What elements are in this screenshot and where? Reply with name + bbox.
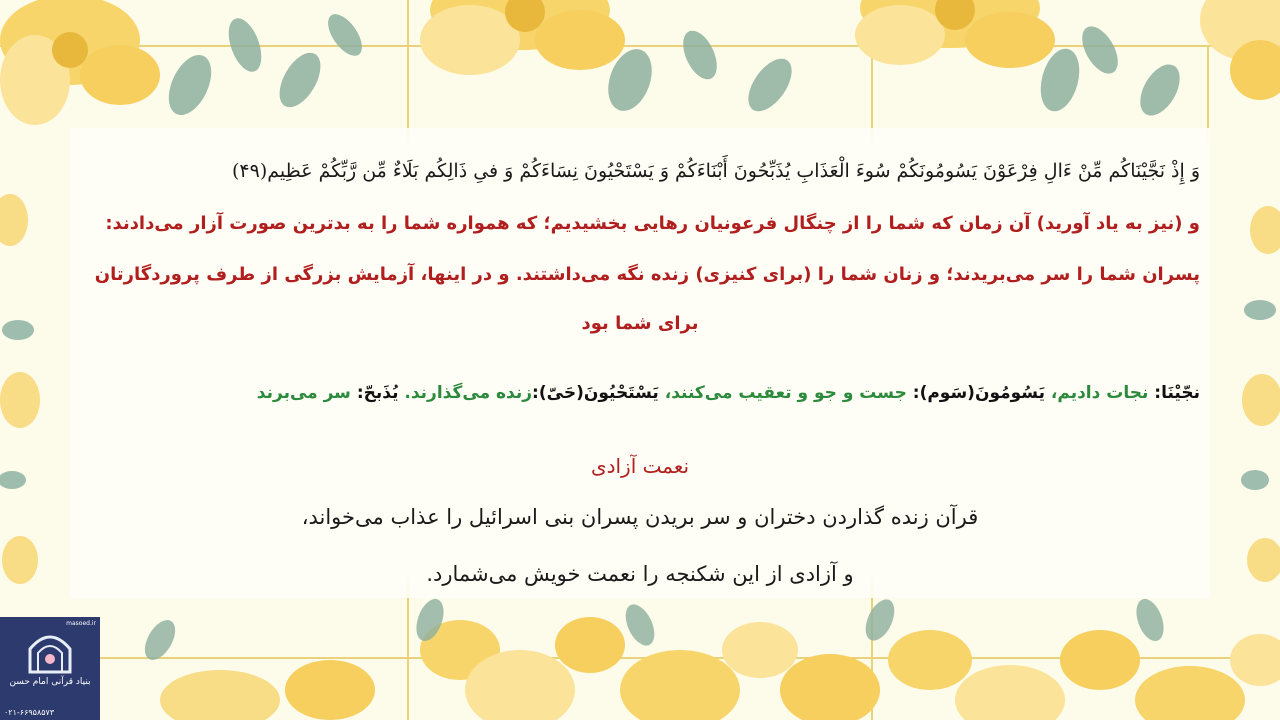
translation-line-2: پسران شما را سر می‌بریدند؛ و زنان شما را (برای کنیزی) زنده نگه می‌داشتند. و در اینها، آزمایش بزرگی از طرف پروردگارتان [94,264,1200,285]
gloss-meaning: سر می‌برند [256,383,357,403]
word-glossary [80,383,1200,403]
translation-line-3: برای شما بود [581,313,699,334]
section-subtitle: نعمت آزادی [590,454,690,478]
gloss-meaning: زنده می‌گذارند. [398,383,533,403]
body-text-line-1: قرآن زنده گذاردن دختران و سر بریدن پسران بنی اسرائیل را عذاب می‌خواند، [301,505,979,529]
gloss-word: نجّیْنَا: [1154,383,1200,403]
gloss-word: یُذَبحّ: [356,383,399,403]
gloss-word: یَسْتَحْيُونَ(حَیّ): [532,383,659,403]
translation-line-1: و (نیز به یاد آورید) آن زمان که شما را از چنگال فرعونیان رهایی بخشیدیم؛ که همواره شما را به بدترین صورت آزار می‌دادند: [105,213,1200,234]
logo-name: بنیاد قرآنی امام حسن [9,677,91,687]
mosque-emblem-icon [0,617,100,720]
gloss-meaning: جست و جو و تعقیب می‌کنند، [658,383,913,403]
quran-verse: وَ إِذْ نَجَّيْنَاكُم مِّنْ ءَالِ فِرْعَوْنَ يَسُومُونَكُمْ سُوءَ الْعَذَابِ يُذَبِّحُونَ أَبْنَاءَكُمْ وَ يَسْتَحْيُونَ نِسَاءَكُمْ وَ فىِ ذَالِكُم بَلَاءٌ مِّن رَّبِّكُمْ عَظِيم(۴۹) [231,160,1200,182]
gloss-word: یَسُومُونَ(سَوم): [912,383,1045,403]
body-text-line-2: و آزادی از این شکنجه را نعمت خویش می‌شمارد. [426,562,854,586]
foundation-logo [0,617,100,720]
logo-phone: ۰۲۱-۶۶۹۵۸۵۷۳ [4,708,55,717]
logo-website: masoed.ir [66,620,96,627]
gloss-meaning: نجات دادیم، [1044,383,1155,403]
